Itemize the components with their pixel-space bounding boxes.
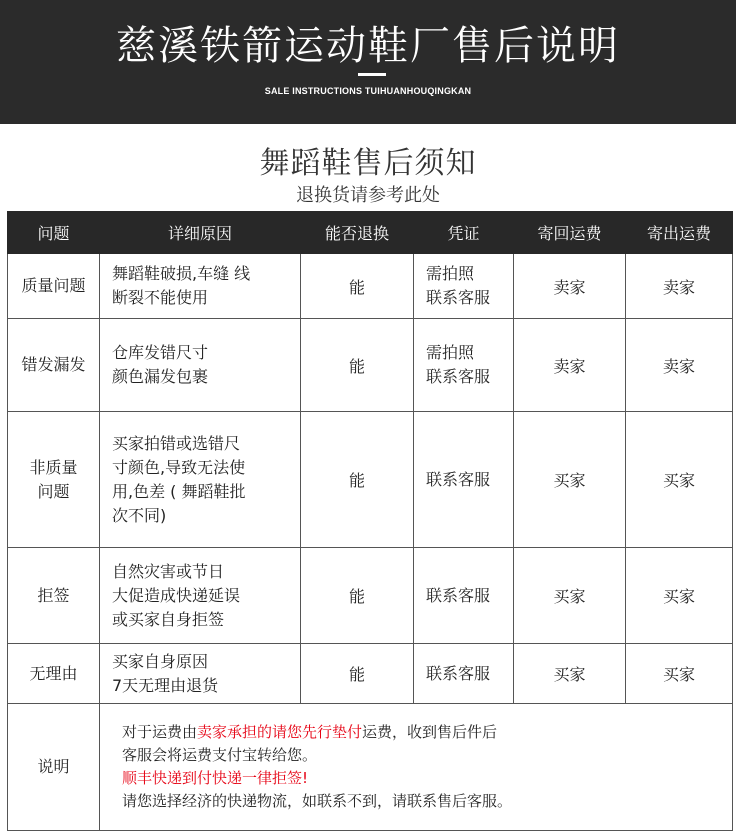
- header-send-shipping: 寄出运费: [626, 212, 733, 254]
- return-shipping-cell: 买家: [514, 548, 626, 644]
- note-highlight: 卖家承担的请您先行垫付: [197, 723, 363, 741]
- table-row: [8, 412, 733, 548]
- header-return-shipping: 寄回运费: [514, 212, 626, 254]
- table-row: [8, 319, 733, 412]
- returnable-cell: 能: [301, 548, 414, 644]
- issue-cell: 质量问题: [8, 254, 100, 319]
- send-shipping-cell: 卖家: [626, 319, 733, 412]
- page-title: 舞蹈鞋售后须知: [259, 146, 477, 181]
- issue-cell: 无理由: [8, 644, 100, 704]
- table-row: [8, 548, 733, 644]
- page-subtitle: 退换货请参考此处: [296, 185, 440, 206]
- returnable-cell: 能: [301, 319, 414, 412]
- issue-cell: 拒签: [8, 548, 100, 644]
- note-line-4: 请您选择经济的快递物流，如联系不到，请联系售后客服。: [122, 792, 513, 810]
- banner-divider: [358, 73, 386, 76]
- after-sales-table: [7, 211, 733, 831]
- proof-cell: 需拍照 联系客服: [414, 319, 514, 412]
- header-returnable: 能否退换: [301, 212, 414, 254]
- send-shipping-cell: 卖家: [626, 254, 733, 319]
- return-shipping-cell: 买家: [514, 644, 626, 704]
- note-line-1: 对于运费由卖家承担的请您先行垫付运费，收到售后件后: [122, 723, 498, 741]
- issue-cell: 错发漏发: [8, 319, 100, 412]
- return-shipping-cell: 买家: [514, 412, 626, 548]
- note-label: 说明: [8, 704, 100, 831]
- proof-cell: 联系客服: [414, 548, 514, 644]
- table-row: [8, 644, 733, 704]
- send-shipping-cell: 买家: [626, 644, 733, 704]
- reason-cell: 自然灾害或节日 大促造成快递延误 或买家自身拒签: [100, 548, 301, 644]
- returnable-cell: 能: [301, 412, 414, 548]
- reason-cell: 舞蹈鞋破损,车缝 线 断裂不能使用: [100, 254, 301, 319]
- send-shipping-cell: 买家: [626, 412, 733, 548]
- returnable-cell: 能: [301, 644, 414, 704]
- proof-cell: 需拍照 联系客服: [414, 254, 514, 319]
- header-proof: 凭证: [414, 212, 514, 254]
- return-shipping-cell: 卖家: [514, 254, 626, 319]
- header-issue: 问题: [8, 212, 100, 254]
- table-row: [8, 254, 733, 319]
- banner-subtitle: SALE INSTRUCTIONS TUIHUANHOUQINGKAN: [264, 86, 472, 96]
- return-shipping-cell: 卖家: [514, 319, 626, 412]
- note-row: [8, 704, 733, 831]
- send-shipping-cell: 买家: [626, 548, 733, 644]
- reason-cell: 买家自身原因 7天无理由退货: [100, 644, 301, 704]
- issue-cell: 非质量 问题: [8, 412, 100, 548]
- note-line-3: 顺丰快递到付快递一律拒签!: [122, 769, 309, 787]
- reason-cell: 仓库发错尺寸 颜色漏发包裹: [100, 319, 301, 412]
- table-header-row: [8, 212, 733, 254]
- returnable-cell: 能: [301, 254, 414, 319]
- proof-cell: 联系客服: [414, 644, 514, 704]
- header-reason: 详细原因: [100, 212, 301, 254]
- note-content: [100, 704, 733, 831]
- proof-cell: 联系客服: [414, 412, 514, 548]
- reason-cell: 买家拍错或选错尺 寸颜色,导致无法使 用,色差 ( 舞蹈鞋批 次不同): [100, 412, 301, 548]
- top-banner: [0, 0, 736, 124]
- banner-title: 慈溪铁箭运动鞋厂售后说明: [116, 23, 620, 69]
- note-line-2: 客服会将运费支付宝转给您。: [122, 746, 318, 764]
